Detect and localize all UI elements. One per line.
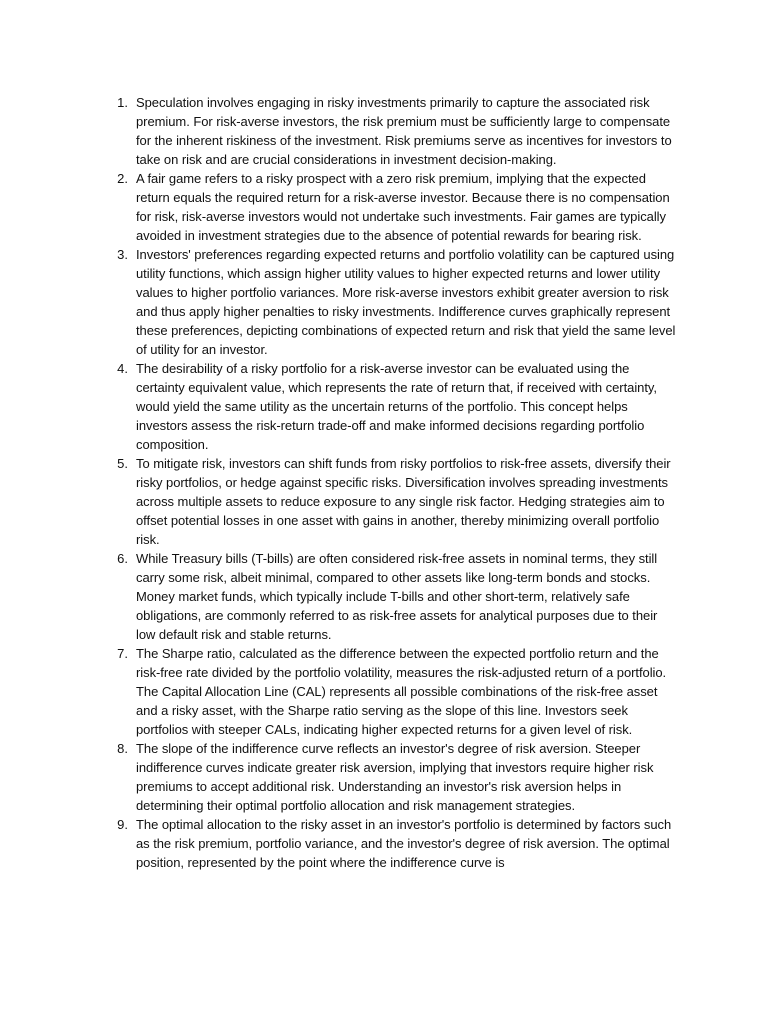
list-item-number: 9. bbox=[117, 817, 128, 832]
list-item bbox=[0, 359, 768, 454]
list-item-number: 3. bbox=[117, 247, 128, 262]
list-item bbox=[0, 739, 768, 815]
list-item-number: 1. bbox=[117, 95, 128, 110]
list-item-number: 4. bbox=[117, 361, 128, 376]
list-item-text: Investors' preferences regarding expected returns and portfolio volatility can be captured using utility functions, which assign higher utility values to higher expected returns and lower utility values to higher portfolio variances. More risk-averse investors exhibit greater aversion to risk and thus apply higher penalties to risky investments. Indifference curves graphically represent these preferences, depicting combinations of expected return and risk that yield the same level of utility for an investor. bbox=[136, 247, 676, 357]
list-item-text: The slope of the indifference curve reflects an investor's degree of risk aversion. Steeper indifference curves indicate greater risk aversion, implying that investors require higher risk premiums to accept additional risk. Understanding an investor's risk aversion helps in determining their optimal portfolio allocation and risk management strategies. bbox=[136, 741, 654, 813]
numbered-list bbox=[0, 93, 768, 872]
list-item-number: 2. bbox=[117, 171, 128, 186]
list-item-number: 8. bbox=[117, 741, 128, 756]
list-item bbox=[0, 245, 768, 359]
list-item bbox=[0, 644, 768, 739]
list-item-text: The Sharpe ratio, calculated as the difference between the expected portfolio return and the risk-free rate divided by the portfolio volatility, measures the risk-adjusted return of a portfolio. The Capital Allocation Line (CAL) represents all possible combinations of the risk-free asset and a risky asset, with the Sharpe ratio serving as the slope of this line. Investors seek portfolios with steeper CALs, indicating higher expected returns for a given level of risk. bbox=[136, 646, 667, 737]
list-item bbox=[0, 169, 768, 245]
list-item-text: To mitigate risk, investors can shift funds from risky portfolios to risk-free assets, diversify their risky portfolios, or hedge against specific risks. Diversification involves spreading investments across multiple assets to reduce exposure to any single risk factor. Hedging strategies aim to offset potential losses in one asset with gains in another, thereby minimizing overall portfolio risk. bbox=[136, 456, 671, 547]
list-item-number: 6. bbox=[117, 551, 128, 566]
list-item bbox=[0, 815, 768, 872]
list-item bbox=[0, 93, 768, 169]
list-item-text: While Treasury bills (T-bills) are often considered risk-free assets in nominal terms, they still carry some risk, albeit minimal, compared to other assets like long-term bonds and stocks. Money market funds, which typically include T-bills and other short-term, relatively safe obligations, are commonly referred to as risk-free assets for analytical purposes due to their low default risk and stable returns. bbox=[136, 551, 658, 642]
list-item-text: A fair game refers to a risky prospect with a zero risk premium, implying that the expected return equals the required return for a risk-averse investor. Because there is no compensation for risk, risk-averse investors would not undertake such investments. Fair games are typically avoided in investment strategies due to the absence of potential rewards for bearing risk. bbox=[136, 171, 670, 243]
list-item-text: The desirability of a risky portfolio for a risk-averse investor can be evaluated using the certainty equivalent value, which represents the rate of return that, if received with certainty, would yield the same utility as the uncertain returns of the portfolio. This concept helps investors assess the risk-return trade-off and make informed decisions regarding portfolio composition. bbox=[136, 361, 657, 452]
list-item-text: The optimal allocation to the risky asset in an investor's portfolio is determined by factors such as the risk premium, portfolio variance, and the investor's degree of risk aversion. The optimal position, represented by the point where the indifference curve is bbox=[136, 817, 672, 870]
list-item bbox=[0, 549, 768, 644]
list-item bbox=[0, 454, 768, 549]
list-item-number: 7. bbox=[117, 646, 128, 661]
list-item-number: 5. bbox=[117, 456, 128, 471]
list-item-text: Speculation involves engaging in risky investments primarily to capture the associated risk premium. For risk-averse investors, the risk premium must be sufficiently large to compensate for the inherent riskiness of the investment. Risk premiums serve as incentives for investors to take on risk and are crucial considerations in investment decision-making. bbox=[136, 95, 672, 167]
